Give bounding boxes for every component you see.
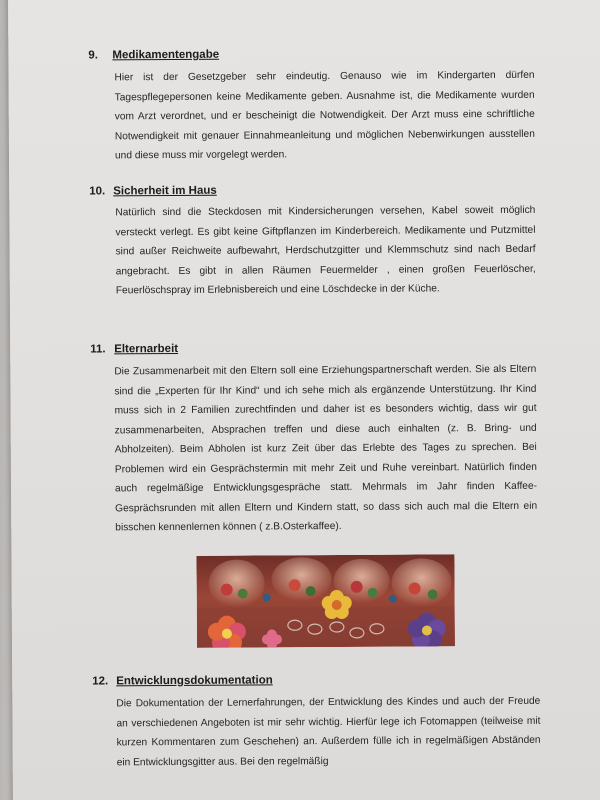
section-title: Entwicklungsdokumentation: [116, 674, 273, 688]
paper-sheet: [8, 0, 600, 800]
section-heading-medikamentengabe: [88, 49, 219, 62]
section-number: 9.: [88, 49, 99, 62]
section-paragraph: Die Dokumentation der Lernerfahrungen, der Entwicklung des Kindes und auch der Freude an verschiedenen Angeboten ist mir sehr wichtig. Hierfür lege ich Fotomappen (teilweise mit kurzen Kommentaren zum Geschehen) an. Außerdem fülle ich in regelmäßigen Abständen ein Entwicklungsgitter aus. Bei den regelmäßig: [116, 695, 541, 768]
document-content: [8, 0, 600, 794]
section-paragraph: Natürlich sind die Steckdosen mit Kindersicherungen versehen, Kabel soweit möglich versteckt verlegt. Es gibt keine Giftpflanzen im Kinderbereich. Medikamente und Putzmittel sind außer Reichweite aufbewahrt, Herdschutzgitter und Klemmschutz sind nach Bedarf angebracht. Es gibt in allen Räumen Feuermelder , einen großen Feuerlöscher, Feuerlöschspray im Erlebnisbereich und eine Löschdecke in der Küche.: [115, 204, 536, 297]
section-number: 12.: [92, 675, 109, 688]
section-paragraph: Hier ist der Gesetzgeber sehr eindeutig. Genauso wie im Kindergarten dürfen Tagespflegepersonen keine Medikamente geben. Ausnahme ist, die Medikamente wurden vom Arzt verordnet, und er bescheinigt die Notwendigkeit. Der Arzt muss eine schriftliche Notwendigkeit mit genauer Einnahmeanleitung und möglichen Nebenwirkungen ausstellen und diese muss mir vorgelegt werden.: [114, 69, 535, 162]
section-paragraph: Die Zusammenarbeit mit den Eltern soll eine Erziehungspartnerschaft werden. Sie als Eltern sind die „Experten für Ihr Kind“ und ich sehe mich als ergänzende Unterstützung. Ihr Kind muss sich in 2 Familien zurechtfinden und daher ist es besonders wichtig, dass wir gut zusammenarbeiten, Absprachen treffen und diese auch einhalten (z. B. Bring- und Abholzeiten). Beim Abholen ist kurz Zeit über das Erlebte des Tages zu sprechen. Bei Problemen wird ein Gesprächstermin mit mehr Zeit und Ruhe vereinbart. Natürlich finden auch regelmäßige Entwicklungsgespräche statt. Mehrmals im Jahr finden Kaffee-Gesprächsrunden mit allen Eltern und Kindern statt, so dass sich auch mal die Eltern ein bisschen kennenlernen können ( z.B.Osterkaffee).: [114, 363, 538, 534]
section-title: Elternarbeit: [114, 342, 179, 356]
festive-table-photo: [196, 554, 455, 648]
section-number: 11.: [90, 343, 106, 356]
section-number: 10.: [89, 185, 106, 198]
section-heading-entwicklungsdokumentation: [92, 674, 273, 687]
section-heading-elternarbeit: [90, 343, 178, 356]
section-heading-sicherheit: [89, 185, 217, 198]
section-title: Medikamentengabe: [112, 48, 220, 62]
section-title: Sicherheit im Haus: [113, 184, 217, 198]
